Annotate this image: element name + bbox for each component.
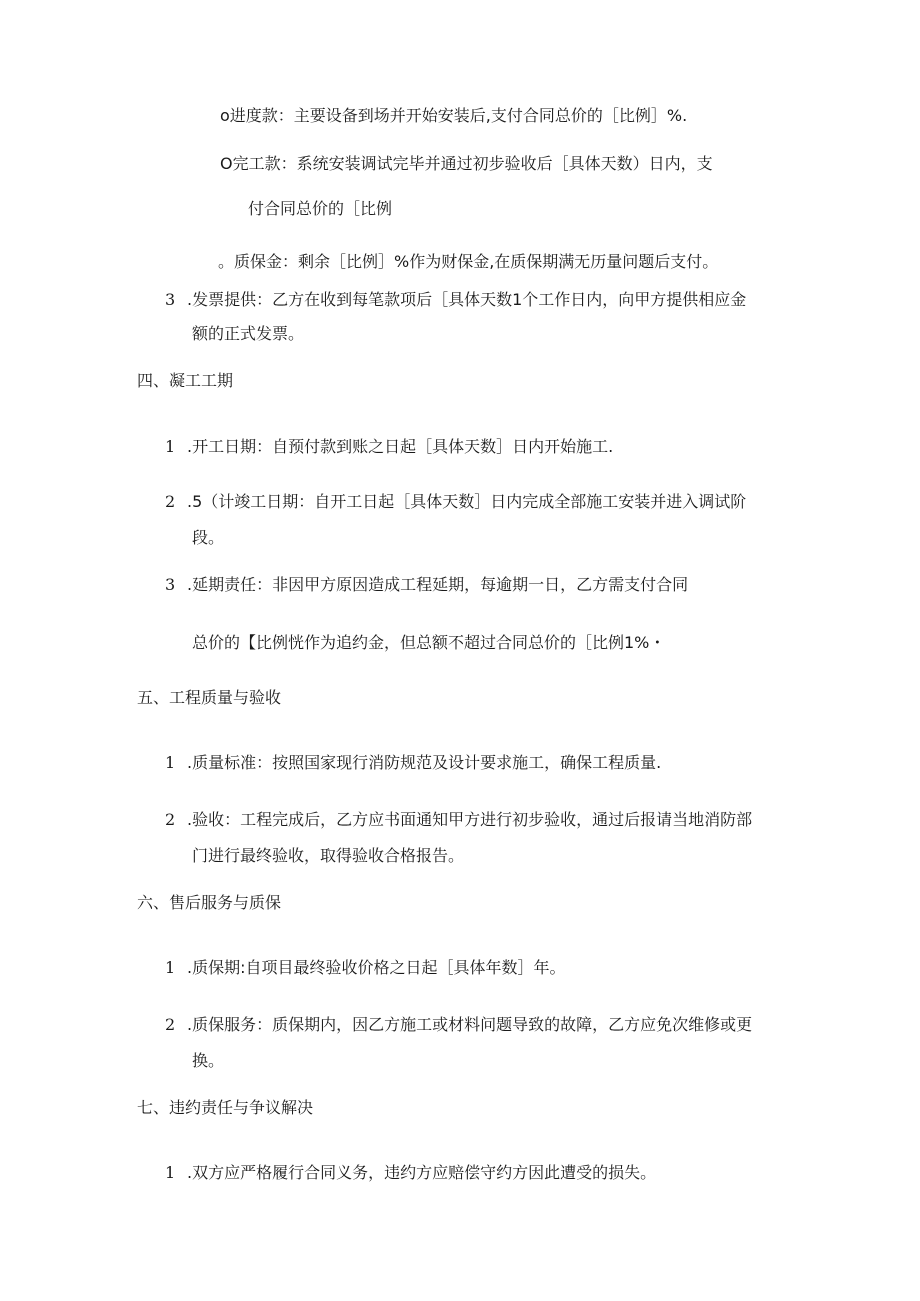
list-item-text: .质量标准：按照国家现行消防规范及设计要求施工，确保工程质量. xyxy=(187,753,662,772)
payment-retention-text: 。质保金：剩余［比例］%作为财保金,在质保期满无历量问题后支付。 xyxy=(218,252,719,271)
list-item-number: 3 xyxy=(165,575,176,594)
payment-progress-text: o进度款：主要设备到场并开始安装后,支付合同总价的［比例］%. xyxy=(220,106,688,125)
section-heading: 五、工程质量与验收 xyxy=(137,688,282,707)
list-item-text-cont: 换。 xyxy=(192,1051,225,1070)
section-heading: 六、售后服务与质保 xyxy=(137,893,282,912)
list-item-text: .验收：工程完成后，乙方应书面通知甲方进行初步验收，通过后报请当地消防部 xyxy=(187,810,753,829)
invoice-text-cont: 额的正式发票。 xyxy=(192,324,305,343)
payment-completion-text: O完工款：系统安装调试完毕并通过初步验收后［具体天数）日内，支 xyxy=(220,154,713,173)
list-item-text-cont: 段。 xyxy=(192,528,225,547)
payment-completion-text-cont: 付合同总价的［比例 xyxy=(248,199,393,218)
list-item-number: 1 xyxy=(165,753,176,772)
list-item-text-cont: 总价的【比例恍作为追约金，但总额不超过合同总价的［比例1%・ xyxy=(192,633,666,652)
list-item-text: .开工日期：自预付款到账之日起［具体天数］日内开始施工. xyxy=(187,437,614,456)
invoice-number: 3 xyxy=(165,290,176,309)
list-item-text: .质保服务：质保期内，因乙方施工或材料问题导致的故障，乙方应免次维修或更 xyxy=(187,1015,753,1034)
list-item-number: 2 xyxy=(165,810,176,829)
list-item-text: .双方应严格履行合同义务，违约方应赔偿守约方因此遭受的损失。 xyxy=(187,1163,657,1182)
list-item-number: 1 xyxy=(165,958,176,977)
list-item-number: 1 xyxy=(165,1163,176,1182)
list-item-text: .5（计竣工日期：自开工日起［具体天数］日内完成全部施工安装并进入调试阶 xyxy=(187,492,747,511)
list-item-number: 2 xyxy=(165,1015,176,1034)
list-item-text: .质保期:自项目最终验收价格之日起［具体年数］年。 xyxy=(187,958,566,977)
invoice-text: .发票提供：乙方在收到每笔款项后［具体天数1个工作日内，向甲方提供相应金 xyxy=(187,290,747,309)
list-item-number: 2 xyxy=(165,492,176,511)
section-heading: 七、违约责任与争议解决 xyxy=(137,1098,314,1117)
section-heading: 四、凝工工期 xyxy=(137,371,234,390)
list-item-text: .延期责任：非因甲方原因造成工程延期，每逾期一日，乙方需支付合同 xyxy=(187,575,689,594)
list-item-number: 1 xyxy=(165,437,176,456)
list-item-text-cont: 门进行最终验收，取得验收合格报告。 xyxy=(192,846,465,865)
